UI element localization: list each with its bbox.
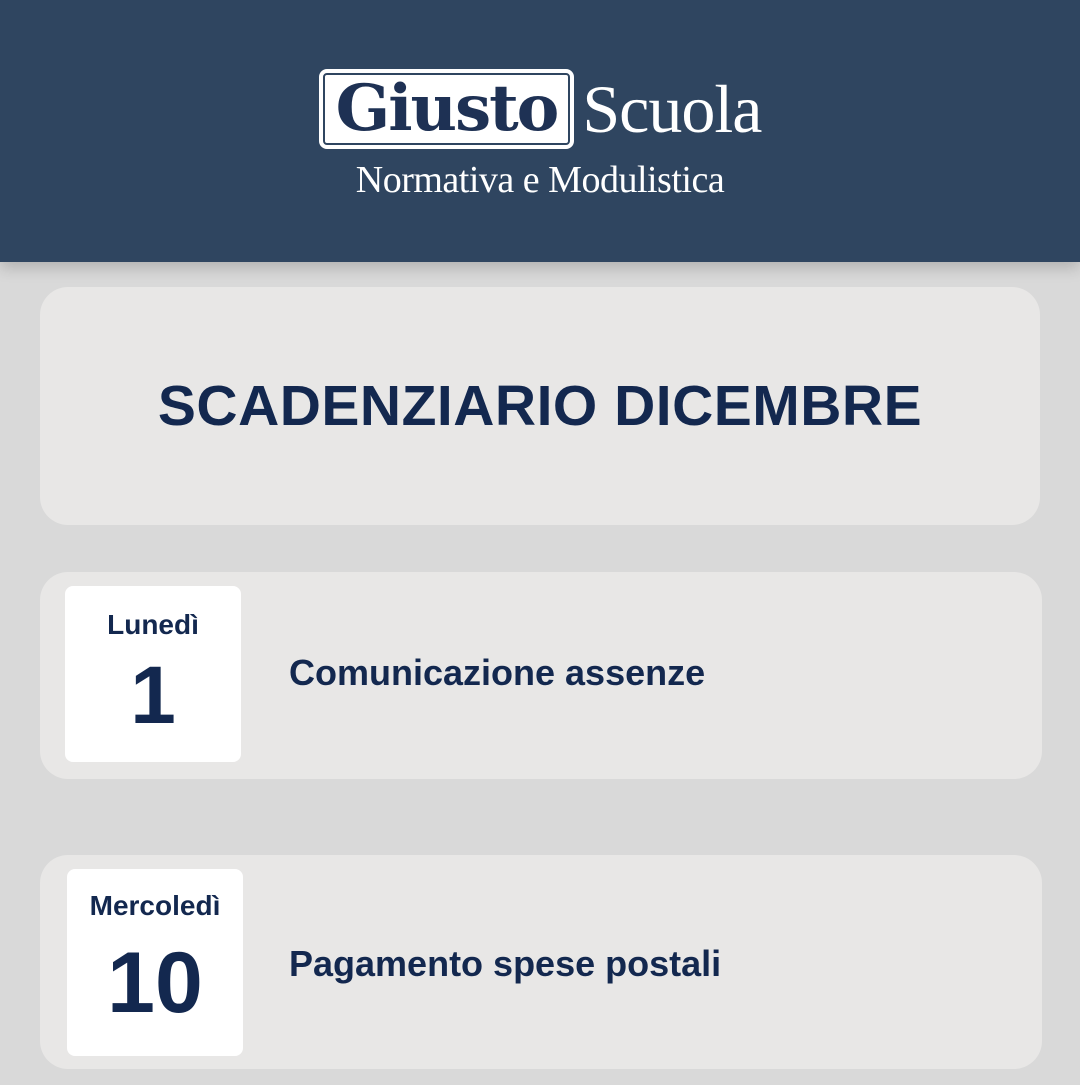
day-number: 10 bbox=[107, 935, 203, 1031]
event-card[interactable] bbox=[40, 855, 1042, 1069]
date-box bbox=[65, 586, 241, 762]
logo-tagline: Normativa e Modulistica bbox=[355, 159, 725, 201]
title-card bbox=[40, 287, 1040, 525]
logo-part1: Giusto bbox=[335, 71, 558, 146]
logo-box bbox=[319, 69, 575, 149]
header bbox=[0, 0, 1080, 262]
day-number: 1 bbox=[130, 650, 176, 741]
logo[interactable] bbox=[0, 63, 1080, 155]
date-box bbox=[67, 869, 243, 1056]
event-title: Comunicazione assenze bbox=[289, 652, 706, 693]
day-name: Lunedì bbox=[107, 609, 199, 640]
event-title: Pagamento spese postali bbox=[289, 943, 722, 984]
logo-part2: Scuola bbox=[582, 71, 762, 147]
page-title: SCADENZIARIO DICEMBRE bbox=[157, 374, 923, 438]
event-card[interactable] bbox=[40, 572, 1042, 779]
day-name: Mercoledì bbox=[89, 890, 221, 921]
